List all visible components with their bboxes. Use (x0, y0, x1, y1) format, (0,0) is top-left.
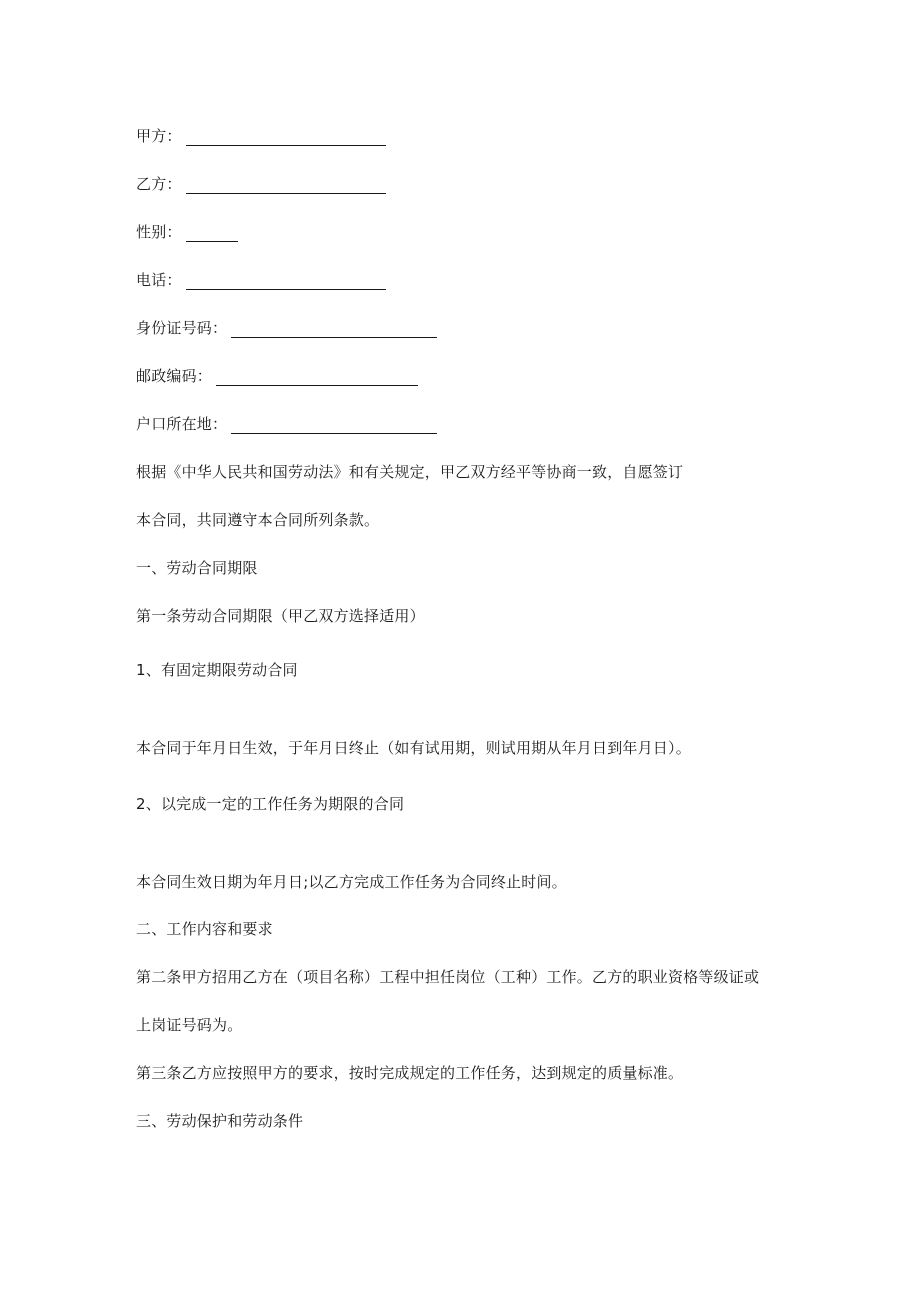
article-2-line-1: 第二条甲方招用乙方在（项目名称）工程中担任岗位（工种）工作。乙方的职业资格等级证或 (136, 968, 760, 986)
postal-code-blank (216, 368, 418, 386)
gender-blank (186, 224, 238, 242)
article-3: 第三条乙方应按照甲方的要求，按时完成规定的工作任务，达到规定的质量标准。 (136, 1064, 684, 1082)
phone-label: 电话： (136, 271, 182, 289)
household-blank (231, 416, 437, 434)
household-label: 户口所在地： (136, 415, 228, 433)
section-3-title: 三、劳动保护和劳动条件 (136, 1112, 304, 1130)
party-b-blank (186, 176, 386, 194)
intro-line-2: 本合同，共同遵守本合同所列条款。 (136, 511, 380, 529)
item-2-text: 本合同生效日期为年月日;以乙方完成工作任务为合同终止时间。 (136, 873, 567, 891)
phone-field (136, 270, 386, 290)
item-1-title: 1、有固定期限劳动合同 (136, 661, 298, 679)
id-number-field (136, 318, 437, 338)
party-a-label: 甲方： (136, 127, 182, 145)
section-2-title: 二、工作内容和要求 (136, 920, 273, 938)
postal-code-label: 邮政编码： (136, 367, 213, 385)
party-b-field (136, 174, 386, 194)
id-number-label: 身份证号码： (136, 319, 228, 337)
intro-line-1: 根据《中华人民共和国劳动法》和有关规定，甲乙双方经平等协商一致，自愿签订 (136, 463, 684, 481)
article-2-line-2: 上岗证号码为。 (136, 1016, 243, 1034)
id-number-blank (231, 320, 437, 338)
phone-blank (186, 272, 386, 290)
postal-code-field (136, 366, 418, 386)
gender-field (136, 222, 238, 242)
party-b-label: 乙方： (136, 175, 182, 193)
party-a-blank (186, 128, 386, 146)
section-1-title: 一、劳动合同期限 (136, 559, 258, 577)
party-a-field (136, 126, 386, 146)
household-field (136, 414, 437, 434)
gender-label: 性别： (136, 223, 182, 241)
item-1-text: 本合同于年月日生效，于年月日终止（如有试用期，则试用期从年月日到年月日）。 (136, 739, 691, 757)
item-2-title: 2、以完成一定的工作任务为期限的合同 (136, 795, 405, 813)
article-1: 第一条劳动合同期限（甲乙双方选择适用） (136, 607, 425, 625)
